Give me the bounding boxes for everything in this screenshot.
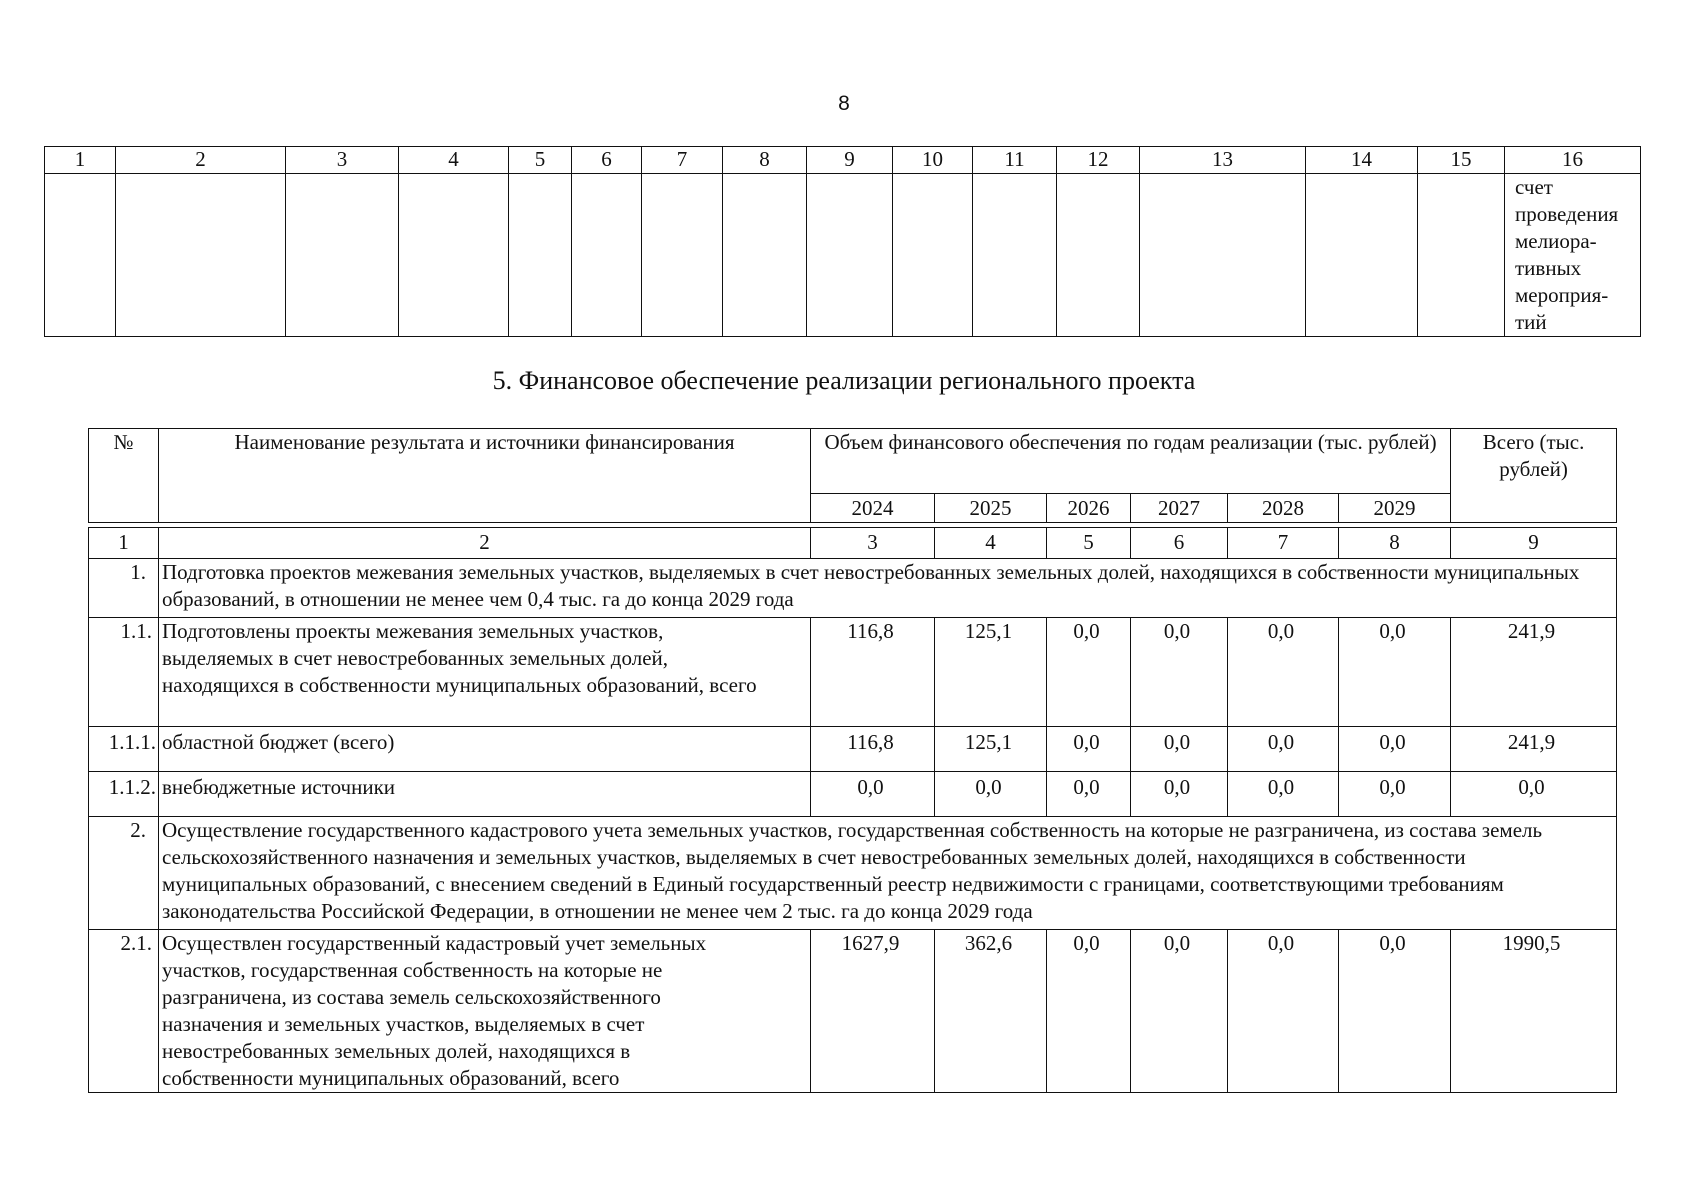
value-cell: 0,0 xyxy=(1339,727,1451,772)
column-number: 3 xyxy=(811,528,935,559)
value-cell: 116,8 xyxy=(811,727,935,772)
col16-line: мероприя- xyxy=(1515,283,1609,307)
value-cell: 0,0 xyxy=(1131,930,1228,1093)
value-cell: 0,0 xyxy=(1047,930,1131,1093)
table-cell xyxy=(723,174,807,337)
header-total: Всего (тыс. рублей) xyxy=(1451,429,1617,523)
year-header: 2028 xyxy=(1228,494,1339,523)
column-number: 1 xyxy=(45,147,116,174)
col16-line: мелиора- xyxy=(1515,229,1597,253)
value-cell: 0,0 xyxy=(935,772,1047,817)
table-row xyxy=(89,559,1617,618)
table-cell xyxy=(572,174,642,337)
column-number: 13 xyxy=(1140,147,1306,174)
financing-table xyxy=(88,428,1617,1093)
column-number: 4 xyxy=(399,147,509,174)
row-text: внебюджетные источники xyxy=(159,772,811,817)
column-number: 10 xyxy=(893,147,973,174)
row-text: Осуществление государственного кадастрового учета земельных участков, государственная собственность на которые не разграничена, из состава земель сельскохозяйственного назначения и земельных участков, выделяемых в счет невостребованных земельных долей, находящихся в собственности муниципальных образований, с внесением сведений в Единый государственный реестр недвижимости с границами, соответствующими требованиям законодательства Российской Федерации, в отношении не менее чем 2 тыс. га до конца 2029 года xyxy=(159,817,1617,930)
col16-line: счет xyxy=(1515,175,1553,199)
value-cell: 125,1 xyxy=(935,727,1047,772)
year-header: 2026 xyxy=(1047,494,1131,523)
column-number: 2 xyxy=(116,147,286,174)
value-cell: 0,0 xyxy=(1047,618,1131,727)
total-cell: 0,0 xyxy=(1451,772,1617,817)
table-cell xyxy=(807,174,893,337)
row-text: Подготовка проектов межевания земельных участков, выделяемых в счет невостребованных земельных долей, находящихся в собственности муниципальных образований, в отношении не менее чем 0,4 тыс. га до конца 2029 года xyxy=(159,559,1617,618)
row-number: 1.1. xyxy=(89,618,159,727)
column-number: 8 xyxy=(1339,528,1451,559)
table-cell xyxy=(893,174,973,337)
table-cell xyxy=(1057,174,1140,337)
table-row xyxy=(89,727,1617,772)
year-header: 2027 xyxy=(1131,494,1228,523)
column-number: 5 xyxy=(509,147,572,174)
column-number-row xyxy=(45,147,1641,174)
value-cell: 0,0 xyxy=(1131,727,1228,772)
table-cell xyxy=(116,174,286,337)
value-cell: 116,8 xyxy=(811,618,935,727)
value-cell: 0,0 xyxy=(1228,772,1339,817)
table-cell xyxy=(1306,174,1418,337)
column-number: 2 xyxy=(159,528,811,559)
col16-line: тивных xyxy=(1515,256,1582,280)
table-row xyxy=(89,817,1617,930)
table-cell xyxy=(399,174,509,337)
section-title: 5. Финансовое обеспечение реализации регионального проекта xyxy=(492,366,1196,395)
column-number: 8 xyxy=(723,147,807,174)
row-number: 1. xyxy=(89,559,159,618)
total-cell: 241,9 xyxy=(1451,618,1617,727)
column-number: 7 xyxy=(1228,528,1339,559)
row-text: Подготовлены проекты межевания земельных участков, выделяемых в счет невостребованных земельных долей, находящихся в собственности муниципальных образований, всего xyxy=(159,618,811,727)
row-text: областной бюджет (всего) xyxy=(159,727,811,772)
column-number: 7 xyxy=(642,147,723,174)
column-number: 5 xyxy=(1047,528,1131,559)
header-name: Наименование результата и источники финансирования xyxy=(159,429,811,523)
table-cell xyxy=(642,174,723,337)
table-cell xyxy=(509,174,572,337)
row-number: 2.1. xyxy=(89,930,159,1093)
column-number: 12 xyxy=(1057,147,1140,174)
header-row xyxy=(89,429,1617,494)
value-cell: 0,0 xyxy=(1131,772,1228,817)
year-header: 2025 xyxy=(935,494,1047,523)
value-cell: 0,0 xyxy=(1047,772,1131,817)
row-number: 1.1.2. xyxy=(89,772,159,817)
value-cell: 0,0 xyxy=(1047,727,1131,772)
col16-cell xyxy=(1505,174,1641,337)
table-row xyxy=(89,772,1617,817)
table-row xyxy=(45,174,1641,337)
value-cell: 0,0 xyxy=(1339,618,1451,727)
total-cell: 241,9 xyxy=(1451,727,1617,772)
table-cell xyxy=(1418,174,1505,337)
year-header: 2029 xyxy=(1339,494,1451,523)
value-cell: 0,0 xyxy=(1228,930,1339,1093)
table-row xyxy=(89,618,1617,727)
value-cell: 0,0 xyxy=(1228,618,1339,727)
column-number: 6 xyxy=(572,147,642,174)
row-number: 1.1.1. xyxy=(89,727,159,772)
value-cell: 1627,9 xyxy=(811,930,935,1093)
value-cell: 362,6 xyxy=(935,930,1047,1093)
column-number: 9 xyxy=(807,147,893,174)
column-number: 15 xyxy=(1418,147,1505,174)
value-cell: 125,1 xyxy=(935,618,1047,727)
column-number: 9 xyxy=(1451,528,1617,559)
header-no: № xyxy=(89,429,159,523)
col16-line: проведения xyxy=(1515,202,1619,226)
value-cell: 0,0 xyxy=(1339,930,1451,1093)
row-text: Осуществлен государственный кадастровый учет земельных участков, государственная собственность на которые не разграничена, из состава земель сельскохозяйственного назначения и земельных участков, выделяемых в счет невостребованных земельных долей, находящихся в собственности муниципальных образований, всего xyxy=(159,930,811,1093)
table-cell xyxy=(973,174,1057,337)
row-number: 2. xyxy=(89,817,159,930)
table-cell xyxy=(286,174,399,337)
table-cell xyxy=(45,174,116,337)
table-cell xyxy=(1140,174,1306,337)
value-cell: 0,0 xyxy=(811,772,935,817)
column-number: 3 xyxy=(286,147,399,174)
header-volume: Объем финансового обеспечения по годам реализации (тыс. рублей) xyxy=(811,429,1451,494)
col16-line: тий xyxy=(1515,310,1547,334)
column-number: 14 xyxy=(1306,147,1418,174)
page-number: 8 xyxy=(838,92,850,115)
column-number: 11 xyxy=(973,147,1057,174)
column-number: 4 xyxy=(935,528,1047,559)
table-row xyxy=(89,930,1617,1093)
year-header: 2024 xyxy=(811,494,935,523)
value-cell: 0,0 xyxy=(1131,618,1228,727)
continuation-table xyxy=(44,146,1641,337)
total-cell: 1990,5 xyxy=(1451,930,1617,1093)
column-number: 1 xyxy=(89,528,159,559)
column-number-row xyxy=(89,528,1617,559)
value-cell: 0,0 xyxy=(1228,727,1339,772)
column-number: 6 xyxy=(1131,528,1228,559)
column-number: 16 xyxy=(1505,147,1641,174)
value-cell: 0,0 xyxy=(1339,772,1451,817)
